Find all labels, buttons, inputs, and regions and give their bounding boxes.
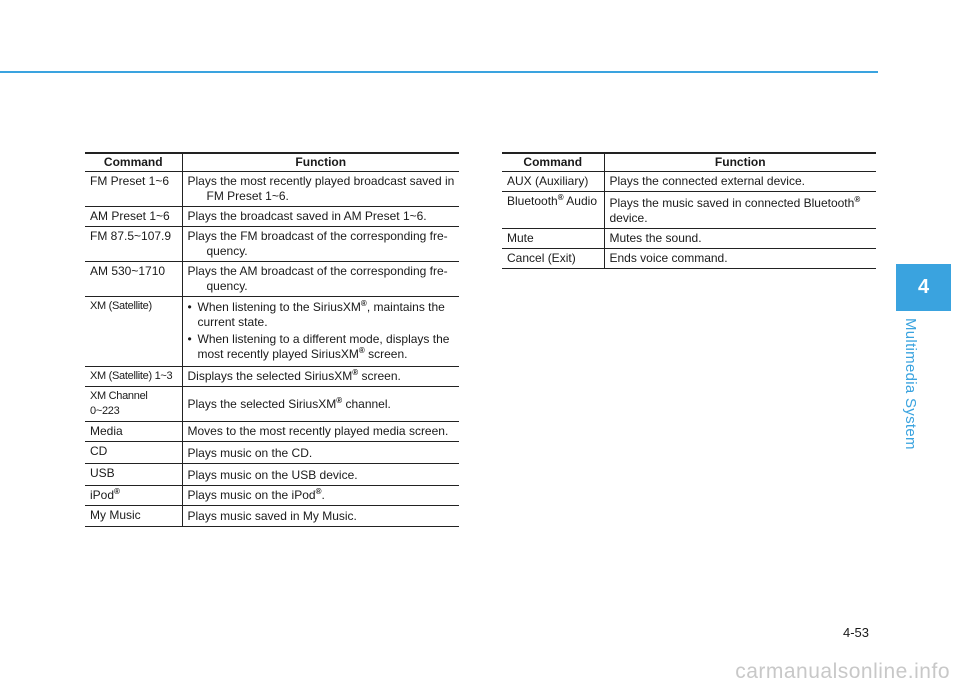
function-cell: Ends voice command. — [604, 249, 876, 269]
header-rule — [0, 71, 878, 73]
table-row — [85, 506, 459, 527]
command-cell: Mute — [502, 229, 604, 249]
table-row — [85, 227, 459, 262]
function-cell — [182, 297, 459, 367]
function-cell: Plays the AM broadcast of the corresponding fre- quency. — [182, 262, 459, 297]
table-row — [85, 387, 459, 422]
function-cell: Mutes the sound. — [604, 229, 876, 249]
table-row — [502, 249, 876, 269]
function-cell: Plays the FM broadcast of the corresponding fre- quency. — [182, 227, 459, 262]
table-row — [85, 207, 459, 227]
function-cell: Plays music saved in My Music. — [182, 506, 459, 527]
column-header-function: Function — [604, 153, 876, 172]
command-cell: FM 87.5~107.9 — [85, 227, 182, 262]
command-cell: iPod® — [85, 486, 182, 506]
watermark: carmanualsonline.info — [735, 660, 950, 683]
function-cell: Plays the most recently played broadcast saved in FM Preset 1~6. — [182, 172, 459, 207]
command-cell: XM (Satellite) 1~3 — [85, 367, 182, 387]
function-cell: Moves to the most recently played media screen. — [182, 422, 459, 442]
command-cell: AM 530~1710 — [85, 262, 182, 297]
command-cell: AM Preset 1~6 — [85, 207, 182, 227]
bullet-item: • When listening to a different mode, displays the most recently played SiriusXM® screen. — [188, 332, 456, 362]
table-row — [85, 262, 459, 297]
command-cell: AUX (Auxiliary) — [502, 172, 604, 192]
command-cell: FM Preset 1~6 — [85, 172, 182, 207]
table-row — [85, 297, 459, 367]
table-row — [85, 464, 459, 486]
table-row — [85, 486, 459, 506]
table-row — [502, 229, 876, 249]
table-header-row — [502, 153, 876, 172]
function-cell: Displays the selected SiriusXM® screen. — [182, 367, 459, 387]
command-cell: Cancel (Exit) — [502, 249, 604, 269]
function-cell: Plays the selected SiriusXM® channel. — [182, 387, 459, 422]
function-cell: Plays music on the iPod®. — [182, 486, 459, 506]
table-header-row — [85, 153, 459, 172]
command-cell: Bluetooth® Audio — [502, 192, 604, 229]
table-row — [85, 442, 459, 464]
chapter-title: Multimedia System — [902, 318, 919, 450]
command-cell: Media — [85, 422, 182, 442]
command-cell: CD — [85, 442, 182, 464]
command-cell: XM (Satellite) — [85, 297, 182, 367]
page-number: 4-53 — [843, 625, 870, 640]
table-row — [502, 172, 876, 192]
function-cell: Plays music on the USB device. — [182, 464, 459, 486]
column-header-command: Command — [85, 153, 182, 172]
column-header-function: Function — [182, 153, 459, 172]
function-cell: Plays the connected external device. — [604, 172, 876, 192]
table-row — [502, 192, 876, 229]
bullet-list — [188, 300, 456, 362]
function-cell: Plays the broadcast saved in AM Preset 1~6. — [182, 207, 459, 227]
function-cell: Plays music on the CD. — [182, 442, 459, 464]
command-cell: My Music — [85, 506, 182, 527]
chapter-number-tab: 4 — [896, 264, 951, 311]
command-cell: XM Channel 0~223 — [85, 387, 182, 422]
table-row — [85, 172, 459, 207]
function-cell: Plays the music saved in connected Bluetooth® device. — [604, 192, 876, 229]
command-cell: USB — [85, 464, 182, 486]
bullet-item: • When listening to the SiriusXM®, maintains the current state. — [188, 300, 456, 330]
table-row — [85, 422, 459, 442]
voice-command-table-left — [85, 152, 459, 527]
voice-command-table-right — [502, 152, 876, 269]
column-header-command: Command — [502, 153, 604, 172]
table-row — [85, 367, 459, 387]
